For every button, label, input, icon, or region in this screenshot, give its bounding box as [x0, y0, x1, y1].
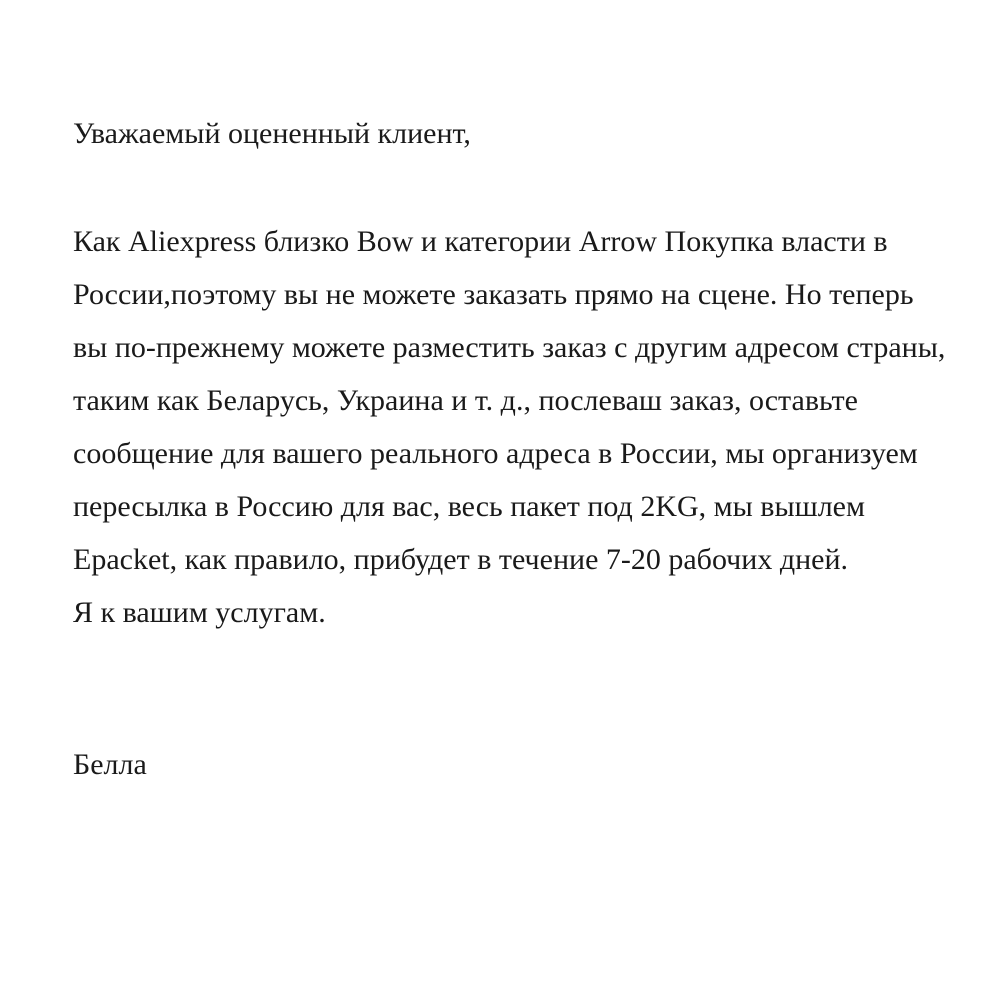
paragraph-line: таким как Беларусь, Украина и т. д., послеваш заказ, оставьте — [73, 384, 858, 417]
greeting-line: Уважаемый оцененный клиент, — [73, 117, 471, 150]
message-body — [73, 215, 945, 639]
paragraph-line: вы по-прежнему можете разместить заказ с другим адресом страны, — [73, 331, 946, 364]
paragraph-line: сообщение для вашего реального адреса в России, мы организуем — [73, 437, 918, 470]
signature-line: Белла — [73, 748, 147, 781]
paragraph-line: России,поэтому вы не можете заказать прямо на сцене. Но теперь — [73, 278, 914, 311]
paragraph-line: Я к вашим услугам. — [73, 596, 326, 629]
paragraph-line: Как Aliexpress близко Bow и категории Arrow Покупка власти в — [73, 225, 888, 258]
paragraph-line: пересылка в Россию для вас, весь пакет под 2KG, мы вышлем — [73, 490, 865, 523]
paragraph-line: Epacket, как правило, прибудет в течение 7-20 рабочих дней. — [73, 543, 849, 576]
